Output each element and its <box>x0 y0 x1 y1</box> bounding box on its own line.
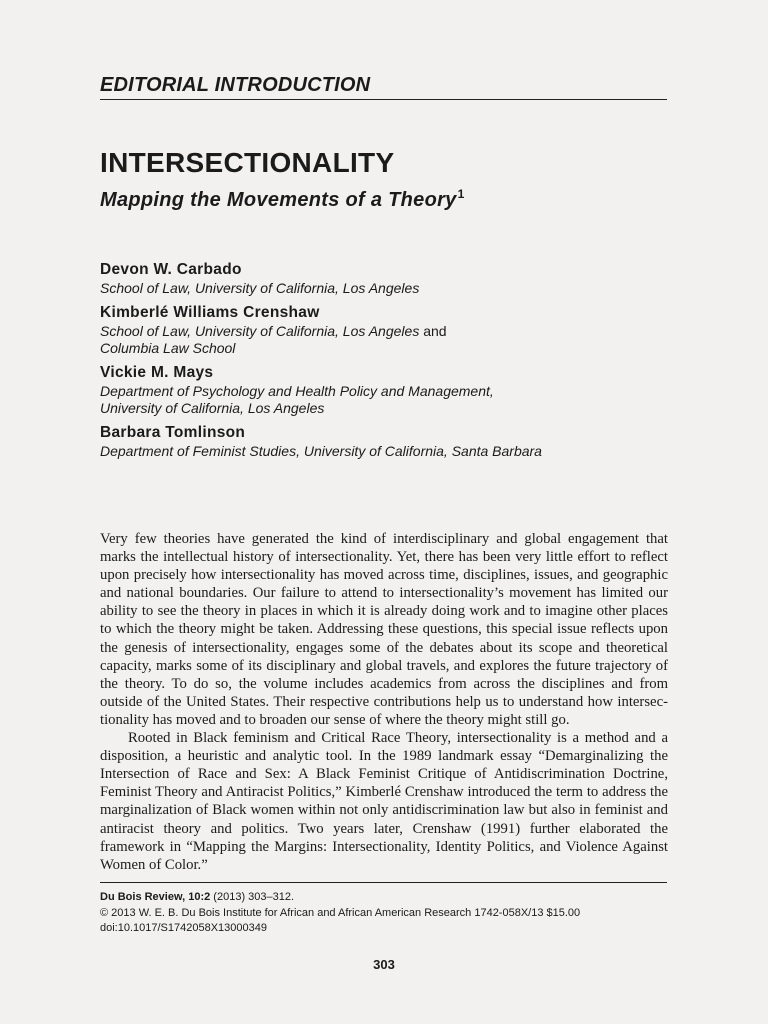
page-number: 303 <box>373 957 395 972</box>
author-affiliation <box>100 323 670 340</box>
body-paragraph: Rooted in Black feminism and Critical Race Theory, intersectionality is a method and a disposition, a heuristic and analytic tool. In the 1989 landmark essay “Demarginalizing the Intersection of Race and Sex: A Black Feminist Critique of Antidiscrimination Doctrine, Feminist Theory and Antiracist Politics,” Kimberlé Crenshaw introduced the term to address the marginalization of Black women within not only antidiscrimination law but also in feminist and antiracist theory and politics. Two years later, Crenshaw (1991) further elaborated the framework in “Mapping the Margins: Intersectionality, Identity Politics, and Violence Against Women of Color.” <box>100 730 668 873</box>
author-list <box>100 260 670 466</box>
journal-pages: (2013) 303–312. <box>210 891 295 903</box>
journal-name: Du Bois Review, 10:2 <box>100 891 211 903</box>
article-body <box>100 530 668 874</box>
author-entry <box>100 363 670 417</box>
subtitle-text: Mapping the Movements of a Theory <box>100 189 457 211</box>
doi-link[interactable]: doi:10.1017/S1742058X13000349 <box>100 922 267 934</box>
article-title: INTERSECTIONALITY <box>100 147 395 178</box>
author-affiliation: Columbia Law School <box>100 340 236 356</box>
journal-citation <box>100 890 670 906</box>
author-name: Barbara Tomlinson <box>100 424 246 441</box>
author-affiliation: School of Law, University of California, Los Angeles <box>100 280 420 296</box>
author-entry <box>100 260 670 297</box>
author-name: Kimberlé Williams Crenshaw <box>100 304 320 321</box>
author-affiliation: Department of Psychology and Health Policy and Management, <box>100 383 494 399</box>
footnote-marker[interactable]: 1 <box>457 187 465 201</box>
footer-divider <box>100 882 667 883</box>
author-affiliation: University of California, Los Angeles <box>100 400 325 416</box>
section-heading: EDITORIAL INTRODUCTION <box>100 74 667 100</box>
copyright-line: © 2013 W. E. B. Du Bois Institute for African and African American Research 1742-058X/13 $15.00 <box>100 906 581 919</box>
citation-footer <box>100 890 670 937</box>
article-subtitle <box>100 187 465 212</box>
author-entry <box>100 303 670 357</box>
body-paragraph: Very few theories have generated the kind of interdisciplinary and global engagement that marks the intellectual history of intersectionality. Yet, there has been very little effort to reflect upon precisely how intersectionality has moved across time, disciplines, issues, and geographic and national boundaries. Our failure to attend to intersectionality’s movement has limited our ability to see the theory in places in which it is already doing work and to imagine other places to which the theory might be taken. Addressing these questions, this special issue reflects upon the genesis of intersectionality, engages some of the debates about its scope and theoretical capacity, marks some of its disciplinary and global travels, and explores the future trajectory of the theory. To do so, the volume includes academics from across the disciplines and from outside of the United States. Their respective contributions help us to understand how intersectionality has moved and to broaden our sense of where the theory might still go. <box>100 531 668 728</box>
affiliation-line: School of Law, University of California, Los Angeles <box>100 323 420 339</box>
author-affiliation: Department of Feminist Studies, University of California, Santa Barbara <box>100 443 542 459</box>
author-name: Vickie M. Mays <box>100 364 214 381</box>
author-name: Devon W. Carbado <box>100 261 242 278</box>
author-entry <box>100 423 670 460</box>
affiliation-joiner: and <box>423 323 447 339</box>
